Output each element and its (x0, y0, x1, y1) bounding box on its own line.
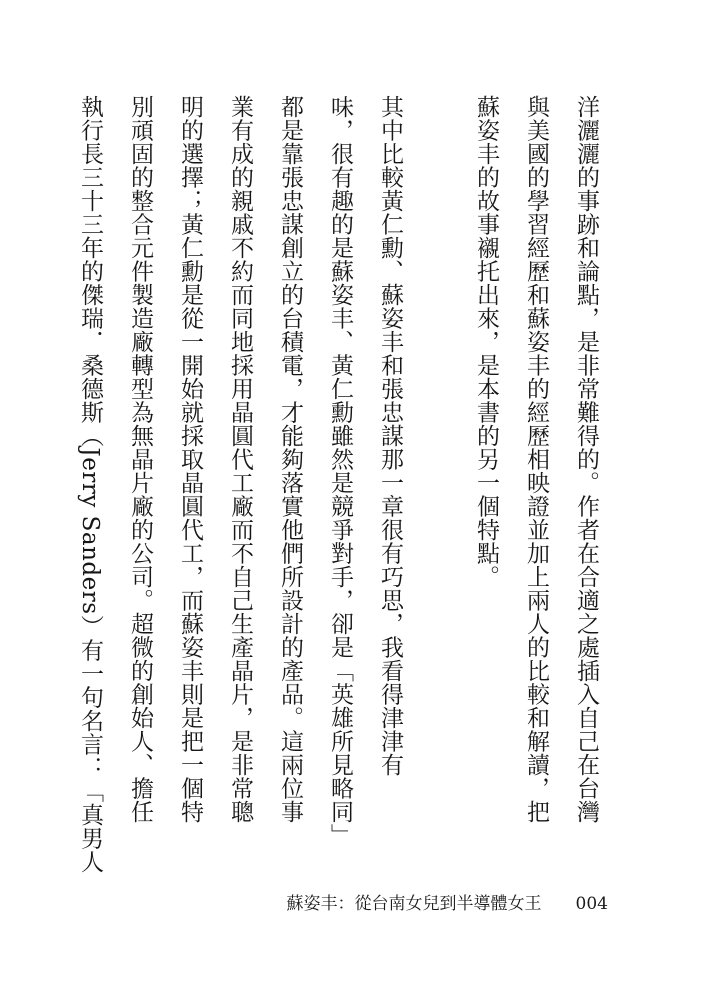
text-segment: 味，很有趣的是蘇姿丰、黃仁勳雖然是競爭對手，卻是「英雄所見略同」 (327, 95, 353, 847)
text-segment: 其中比較黃仁勳、蘇姿丰和張忠謀那一章很有巧思，我看得津津有 (377, 95, 403, 777)
page-number: 004 (575, 894, 608, 914)
text-line (165, 95, 215, 824)
text-segment: 明的選擇；黃仁勳是從一開始就採取晶圓代工，而蘇姿丰則是把一個特 (177, 95, 203, 824)
text-line (461, 95, 511, 805)
text-line (115, 95, 165, 824)
text-segment: 業有成的親戚不約而同地採用晶圓代工廠而不自己生產晶片，是非常聰 (227, 95, 253, 824)
text-segment: ）有一句名言：「真男人 (77, 614, 103, 874)
text-segment: 與美國的學習經歷和蘇姿丰的經歷相映證並加上兩人的比較和解讀，把 (523, 95, 549, 824)
text-line (65, 95, 115, 874)
text-line (315, 95, 365, 847)
text-segment: 蘇姿丰的故事襯托出來，是本書的另一個特點。 (473, 95, 499, 589)
text-segment: 執行長三十三年的傑瑞．桑德斯（ (77, 95, 103, 448)
text-line (265, 95, 315, 824)
running-footer (287, 889, 608, 914)
text-line (365, 95, 461, 805)
text-line (511, 95, 561, 824)
text-segment: 都是靠張忠謀創立的台積電，才能夠落實他們所設計的產品。這兩位事 (277, 95, 303, 824)
text-line (215, 95, 265, 824)
vertical-text-body (65, 95, 611, 874)
latin-name-segment: Jerry Sanders (77, 447, 103, 615)
footer-book-title: 蘇姿丰：從台南女兒到半導體女王 (286, 894, 542, 914)
text-segment: 洋灑灑的事跡和論點，是非常難得的。作者在合適之處插入自己在台灣 (573, 95, 599, 824)
text-line (561, 95, 611, 824)
text-segment: 別頑固的整合元件製造廠轉型為無晶片廠的公司。超微的創始人、擔任 (127, 95, 153, 824)
